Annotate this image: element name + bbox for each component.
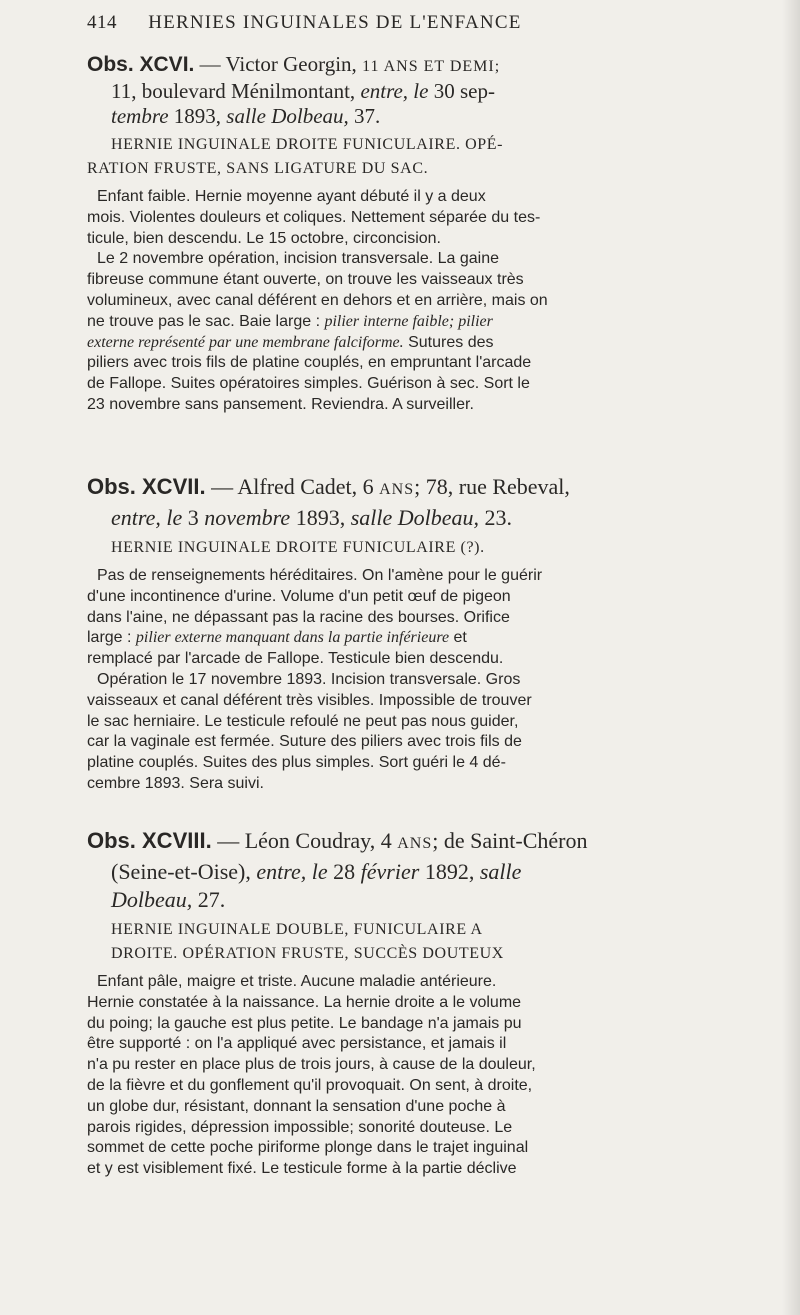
observation-title: Obs. XCVIII. — Léon Coudray, 4 ANS; de Saint-Chéron (Seine-et-Oise), entre, le 28 février 1892, salle Dolbeau, 27. bbox=[87, 828, 588, 912]
observation-label: Obs. XCVII. bbox=[87, 474, 206, 499]
page-number: 414 bbox=[87, 12, 117, 33]
observation-label: Obs. XCVIII. bbox=[87, 828, 212, 853]
observation-body: Pas de renseignements héréditaires. On l'amène pour le guérir d'une incontinence d'urine. Volume d'un petit œuf de pigeon dans l'aine, ne dépassant pas la racine des bourses. Orifice large : pilier externe manquant dans la partie inférieure et remplacé par l'arcade de Fallope. Testicule bien descendu. Opération le 17 novembre 1893. Incision transversale. Gros vaisseaux et canal déférent très visibles. Impossible de trouver le sac herniaire. Le testicule refoulé ne peut pas nous guider, car la vaginale est fermée. Suture des piliers avec trois fils de platine couplés. Suites des plus simples. Sort guéri le 4 dé- cembre 1893. Sera suivi. bbox=[87, 567, 543, 792]
observation-body: Enfant faible. Hernie moyenne ayant débuté il y a deux mois. Violentes douleurs et coliques. Nettement séparée du tes- ticule, bien descendu. Le 15 octobre, circoncision. Le 2 novembre opération, incision transversale. La gaine fibreuse commune étant ouverte, on trouve les vaisseaux très volumineux, avec canal déférent en dehors et en arrière, mais on ne trouve pas le sac. Baie large : pilier interne faible; pilier externe représenté par une membrane falciforme. Sutures des piliers avec trois fils de platine couplés, en empruntant l'arcade de Fallope. Suites opératoires simples. Guérison à sec. Sort le 23 novembre sans pansement. Reviendra. A surveiller. bbox=[87, 188, 548, 413]
page-edge-shadow bbox=[782, 0, 800, 1315]
observation-label: Obs. XCVI. bbox=[87, 53, 195, 76]
observation-97 bbox=[87, 473, 767, 795]
diagnosis-heading: HERNIE INGUINALE DROITE FUNICULAIRE (?). bbox=[111, 539, 485, 556]
diagnosis-heading: HERNIE INGUINALE DOUBLE, FUNICULAIRE A DROITE. OPÉRATION FRUSTE, SUCCÈS DOUTEUX bbox=[111, 921, 504, 962]
running-header bbox=[87, 12, 707, 34]
observation-title: Obs. XCVI. — Victor Georgin, 11 ANS ET DEMI; 11, boulevard Ménilmontant, entre, le 30 sep- tembre 1893, salle Dolbeau, 37. bbox=[87, 52, 501, 128]
diagnosis-heading: HERNIE INGUINALE DROITE FUNICULAIRE. OPÉ- RATION FRUSTE, SANS LIGATURE DU SAC. bbox=[87, 136, 504, 177]
observation-98 bbox=[87, 827, 767, 1180]
observation-96 bbox=[87, 52, 767, 416]
observation-title: Obs. XCVII. — Alfred Cadet, 6 ANS; 78, rue Rebeval, entre, le 3 novembre 1893, salle Dolbeau, 23. bbox=[87, 474, 570, 530]
running-title: HERNIES INGUINALES DE L'ENFANCE bbox=[148, 12, 522, 33]
observation-body: Enfant pâle, maigre et triste. Aucune maladie antérieure. Hernie constatée à la naissance. La hernie droite a le volume du poing; la gauche est plus petite. Le bandage n'a jamais pu être supporté : on l'a appliqué avec persistance, et jamais il n'a pu rester en place plus de trois jours, à cause de la douleur, de la fièvre et du gonflement qu'il provoquait. On sent, à droite, un globe dur, résistant, donnant la sensation d'une poche à parois rigides, dépression impossible; sonorité douteuse. Le sommet de cette poche piriforme plonge dans le trajet inguinal et y est visiblement fixé. Le testicule forme à la partie déclive bbox=[87, 973, 536, 1178]
